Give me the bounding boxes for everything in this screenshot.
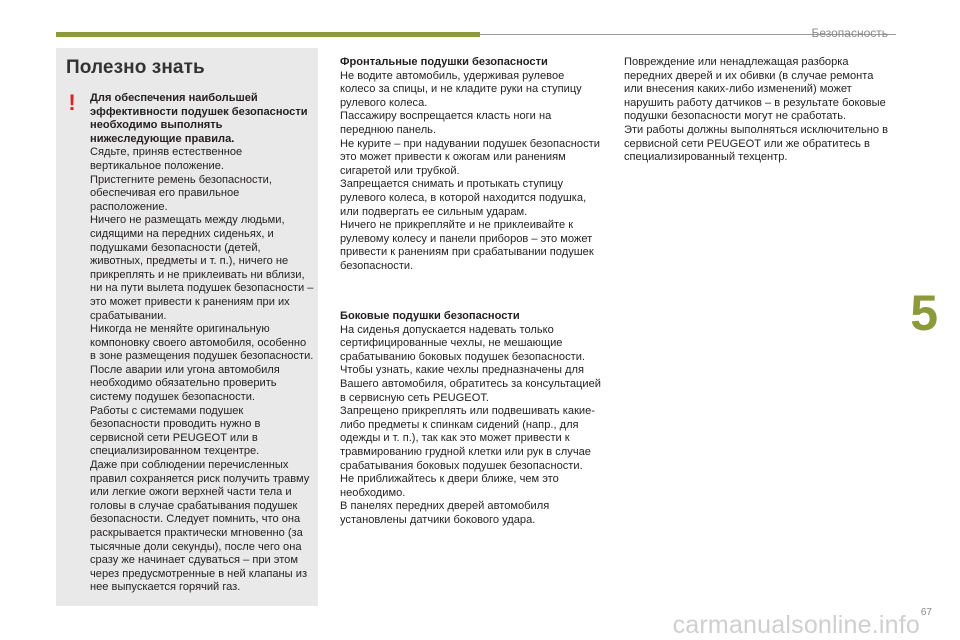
- exclamation-icon: !: [68, 90, 76, 115]
- front-airbags-heading: Фронтальные подушки безопасности: [340, 56, 548, 68]
- panel-body: [90, 92, 314, 595]
- side-airbags-section: [340, 310, 602, 528]
- doors-note-section: [624, 56, 888, 165]
- panel-lead: Для обеспечения наибольшей эффективности подушек безопасности необходимо выполнять нижеследующие правила.: [90, 92, 308, 145]
- panel-text: Сядьте, приняв естественное вертикальное положение. Пристегните ремень безопасности, обеспечивая его правильное расположение. Ничего не размещать между людьми, сидящими на передних сиденьях, и подушками безопасности (детей, животных, предметы и т. п.), ничего не прикреплять и не приклеивать ни вблизи, ни на пути вылета подушек безопасности – это может привести к ранениям при их срабатывании. Никогда не меняйте оригинальную компоновку своего автомобиля, особенно в зоне размещения подушек безопасности. После аварии или угона автомобиля необходимо обязательно проверить систему подушек безопасности. Работы с системами подушек безопасности проводить нужно в сервисной сети PEUGEOT или в специализированном техцентре. Даже при соблюдении перечисленных правил сохраняется риск получить травму или легкие ожоги верхней части тела и головы в случае срабатывания подушек безопасности. Следует помнить, что она раскрывается практически мгновенно (за тысячные доли секунды), после чего она сразу же начинает сдуваться – при этом через предусмотренные в ней клапаны из нее выпускается горячий газ.: [90, 146, 314, 594]
- doors-note-text: Повреждение или ненадлежащая разборка передних дверей и их обивки (в случае ремонта или внесения каких-либо изменений) может нарушить работу датчиков – в результате боковые подушки безопасности могут не сработать. Эти работы должны выполняться исключительно в сервисной сети PEUGEOT или же обратитесь в специализированный техцентр.: [624, 56, 889, 164]
- side-airbags-text: На сиденья допускается надевать только сертифицированные чехлы, не мешающие срабатыванию боковых подушек безопасности. Чтобы узнать, какие чехлы предназначены для Вашего автомобиля, обратитесь за консультацией в сервисную сеть PEUGEOT. Запрещено прикреплять или подвешивать какие-либо предметы к спинкам сидений (напр., для одежды и т. п.), так как это может привести к травмированию грудной клетки или рук в случае срабатывания боковых подушек безопасности. Не приближайтесь к двери ближе, чем это необходимо. В панелях передних дверей автомобиля установлены датчики бокового удара.: [340, 323, 601, 526]
- watermark: carmanualsonline.info: [672, 611, 920, 639]
- info-panel: [56, 48, 318, 606]
- header-accent-bar: [56, 32, 480, 37]
- section-title: Безопасность: [811, 26, 888, 40]
- page-number: 67: [920, 607, 932, 618]
- side-airbags-heading: Боковые подушки безопасности: [340, 310, 520, 322]
- front-airbags-text: Не водите автомобиль, удерживая рулевое колесо за спицы, и не кладите руки на ступицу рулевого колеса. Пассажиру воспрещается класть ноги на переднюю панель. Не курите – при надувании подушек безопасности это может привести к ожогам или ранениям сигаретой или трубкой. Запрещается снимать и протыкать ступицу рулевого колеса, в которой находится подушка, или подвергать ее сильным ударам. Ничего не прикрепляйте и не приклеивайте к рулевому колесу и панели приборов – это может привести к ранениям при срабатывании подушек безопасности.: [340, 69, 600, 272]
- chapter-number: 5: [910, 285, 938, 341]
- front-airbags-section: [340, 56, 602, 274]
- panel-title: Полезно знать: [66, 57, 205, 78]
